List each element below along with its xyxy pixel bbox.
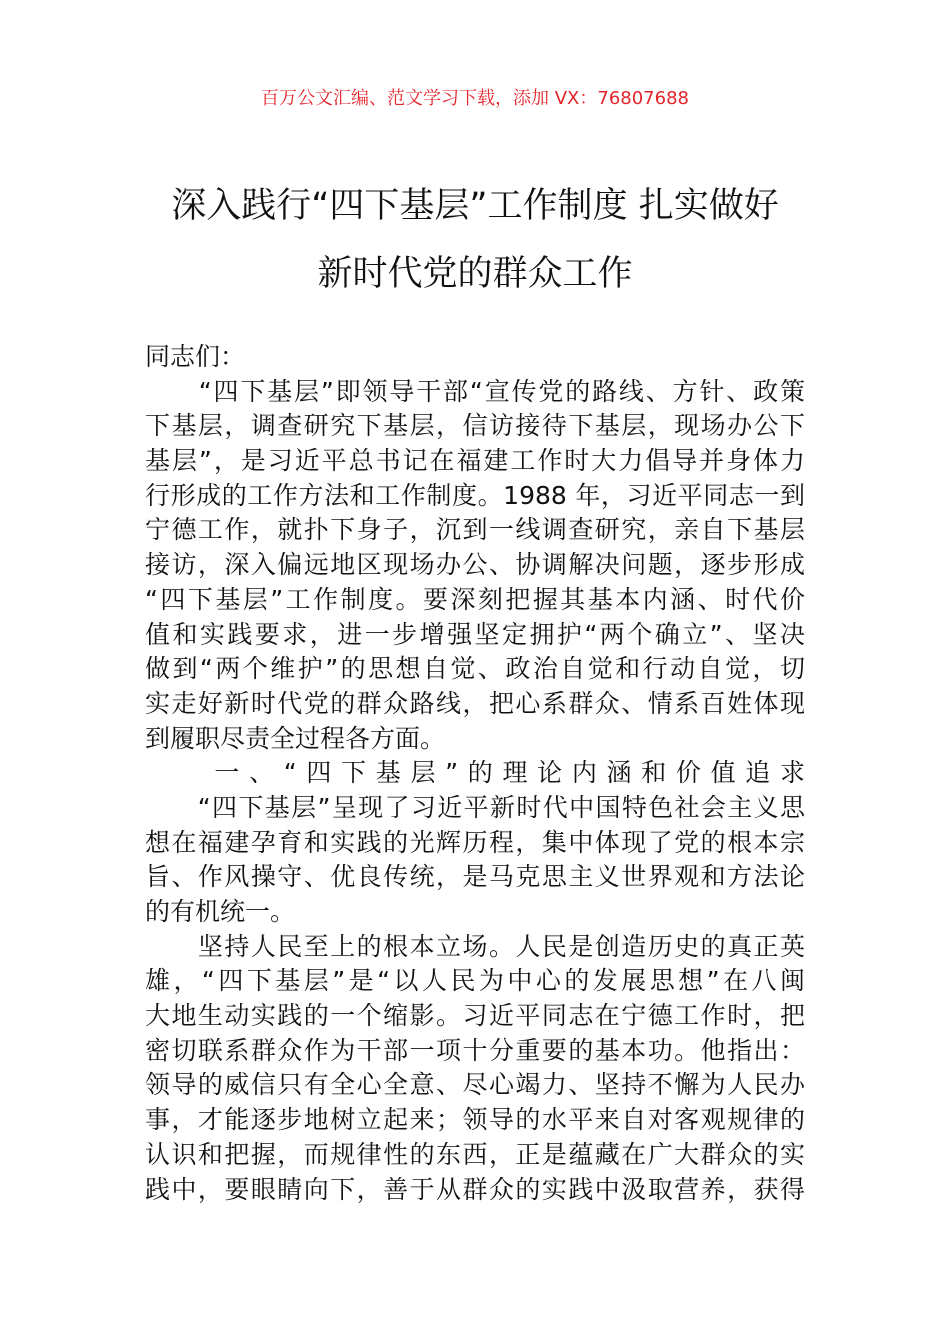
text-line: 的有机统一。	[145, 897, 296, 926]
paragraph	[145, 791, 805, 930]
text-line: “四下基层”即领导干部“宣传党的路线、方针、政策	[145, 376, 805, 406]
text-line: 想在福建孕育和实践的光辉历程，集中体现了党的根本宗	[145, 827, 805, 857]
text-line: 基层”，是习近平总书记在福建工作时大力倡导并身体力	[145, 446, 805, 476]
text-line: 下基层，调查研究下基层，信访接待下基层，现场办公下	[145, 411, 805, 441]
text-line: “四下基层”工作制度。要深刻把握其基本内涵、时代价	[145, 584, 805, 614]
text-line: 大地生动实践的一个缩影。习近平同志在宁德工作时，把	[145, 1001, 805, 1031]
text-line: 做到“两个维护”的思想自觉、政治自觉和行动自觉，切	[145, 654, 805, 684]
document-title-line-1: 深入践行“四下基层”工作制度 扎实做好	[171, 186, 779, 226]
text-line: 行形成的工作方法和工作制度。1988 年，习近平同志一到	[145, 480, 805, 510]
text-line: 到履职尽责全过程各方面。	[145, 723, 446, 753]
text-line: 一、“四下基层”的理论内涵和价值追求	[145, 758, 805, 788]
text-line: 践中，要眼睛向下，善于从群众的实践中汲取营养，获得	[145, 1174, 805, 1204]
text-line: 领导的威信只有全心全意、尽心竭力、坚持不懈为人民办	[145, 1070, 805, 1100]
text-line: 实走好新时代党的群众路线，把心系群众、情系百姓体现	[145, 688, 805, 718]
text-line: 同志们：	[145, 342, 246, 371]
text-line: 雄，“四下基层”是“以人民为中心的发展思想”在八闽	[145, 966, 805, 996]
text-line: 接访，深入偏远地区现场办公、协调解决问题，逐步形成	[145, 550, 805, 580]
text-line: 事，才能逐步地树立起来；领导的水平来自对客观规律的	[145, 1105, 805, 1135]
document-body	[145, 340, 805, 1207]
text-line: 认识和把握，而规律性的东西，正是蕴藏在广大群众的实	[145, 1139, 805, 1169]
paragraph	[145, 756, 805, 791]
text-line: 宁德工作，就扑下身子，沉到一线调查研究，亲自下基层	[145, 515, 805, 545]
paragraph	[145, 340, 805, 375]
text-line: 值和实践要求，进一步增强坚定拥护“两个确立”、坚决	[145, 619, 805, 649]
text-line: 旨、作风操守、优良传统，是马克思主义世界观和方法论	[145, 862, 805, 892]
document-title-line-2: 新时代党的群众工作	[317, 254, 633, 294]
paragraph	[145, 375, 805, 757]
paragraph	[145, 930, 805, 1208]
text-line: “四下基层”呈现了习近平新时代中国特色社会主义思	[145, 792, 805, 822]
text-line: 坚持人民至上的根本立场。人民是创造历史的真正英	[145, 931, 805, 961]
text-line: 密切联系群众作为干部一项十分重要的基本功。他指出：	[145, 1035, 805, 1065]
watermark-banner: 百万公文汇编、范文学习下载，添加 VX：76807688	[261, 88, 689, 109]
